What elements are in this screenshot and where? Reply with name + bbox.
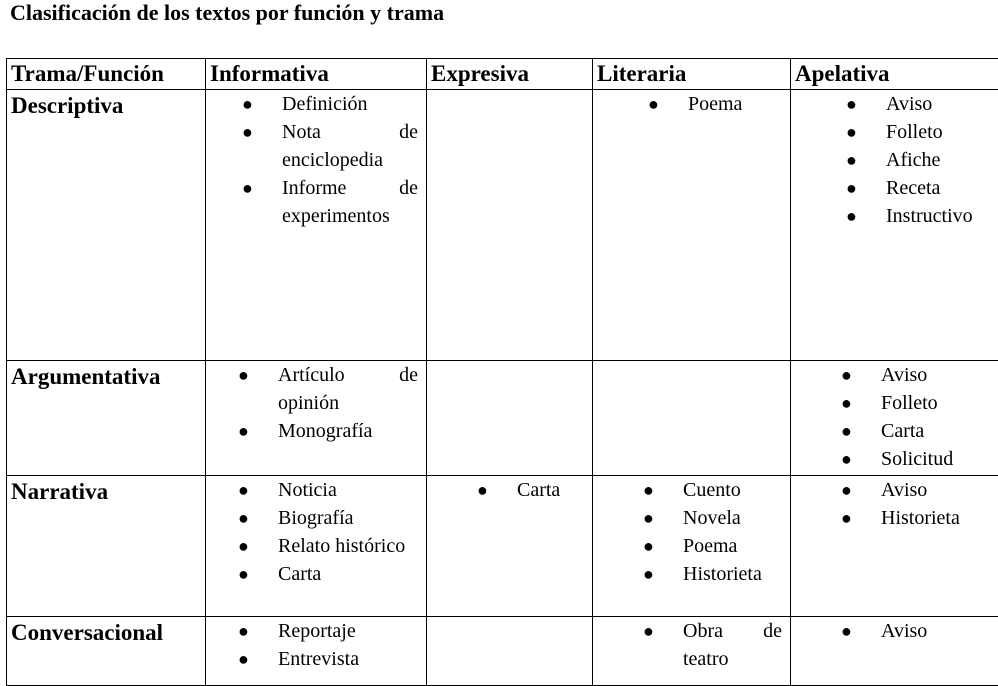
cell-narrativa-expresiva bbox=[427, 476, 593, 617]
text-type-list bbox=[791, 90, 998, 230]
list-item bbox=[206, 118, 426, 174]
list-item bbox=[206, 361, 426, 417]
list-item bbox=[427, 476, 592, 504]
bullet-icon: ● bbox=[238, 417, 249, 445]
bullet-icon: ● bbox=[841, 476, 852, 504]
list-item bbox=[593, 476, 790, 504]
list-item bbox=[206, 504, 426, 532]
list-item bbox=[791, 174, 998, 202]
cell-conversacional-apelativa bbox=[791, 617, 998, 686]
list-item bbox=[593, 504, 790, 532]
list-item bbox=[791, 389, 998, 417]
table-row bbox=[7, 476, 998, 617]
text-type-list bbox=[427, 476, 592, 504]
list-item bbox=[206, 417, 426, 445]
cell-descriptiva-expresiva bbox=[427, 90, 593, 361]
bullet-icon: ● bbox=[238, 645, 249, 673]
list-item-label: Receta bbox=[886, 177, 940, 199]
bullet-icon: ● bbox=[238, 476, 249, 504]
list-item bbox=[791, 617, 998, 645]
list-item bbox=[206, 532, 426, 560]
bullet-icon: ● bbox=[841, 417, 852, 445]
cell-conversacional-literaria bbox=[593, 617, 791, 686]
list-item-label: Poema bbox=[683, 535, 737, 557]
text-type-list bbox=[593, 90, 790, 118]
list-item-label: Aviso bbox=[881, 364, 927, 386]
list-item bbox=[593, 90, 790, 118]
header-trama-funcion: Trama/Función bbox=[7, 59, 206, 90]
list-item bbox=[791, 445, 998, 473]
list-item-label: Obra de teatro bbox=[683, 620, 782, 670]
header-expresiva: Expresiva bbox=[427, 59, 593, 90]
list-item-label: Folleto bbox=[881, 392, 938, 414]
list-item-label: Relato histórico bbox=[278, 535, 405, 557]
bullet-icon: ● bbox=[846, 146, 857, 174]
list-item bbox=[206, 645, 426, 673]
document-title: Clasificación de los textos por función y trama bbox=[10, 0, 444, 26]
text-type-list bbox=[791, 361, 998, 473]
list-item bbox=[206, 174, 426, 230]
bullet-icon: ● bbox=[841, 617, 852, 645]
cell-narrativa-apelativa bbox=[791, 476, 998, 617]
list-item-label: Artículo de opinión bbox=[278, 364, 418, 414]
bullet-icon: ● bbox=[841, 361, 852, 389]
bullet-icon: ● bbox=[846, 202, 857, 230]
list-item-label: Biografía bbox=[278, 507, 354, 529]
bullet-icon: ● bbox=[648, 90, 659, 118]
bullet-icon: ● bbox=[846, 118, 857, 146]
list-item-label: Aviso bbox=[881, 479, 927, 501]
list-item-label: Aviso bbox=[886, 93, 932, 115]
cell-narrativa-informativa bbox=[206, 476, 427, 617]
bullet-icon: ● bbox=[238, 617, 249, 645]
list-item bbox=[593, 617, 790, 673]
text-type-list bbox=[791, 476, 998, 532]
list-item bbox=[791, 118, 998, 146]
list-item bbox=[791, 476, 998, 504]
header-literaria: Literaria bbox=[593, 59, 791, 90]
bullet-icon: ● bbox=[238, 532, 249, 560]
list-item-label: Informe de experimentos bbox=[282, 177, 418, 227]
bullet-icon: ● bbox=[841, 504, 852, 532]
bullet-icon: ● bbox=[846, 90, 857, 118]
bullet-icon: ● bbox=[242, 90, 253, 118]
list-item-label: Carta bbox=[517, 479, 560, 501]
header-row bbox=[7, 59, 998, 90]
text-type-list bbox=[206, 476, 426, 588]
list-item bbox=[791, 361, 998, 389]
header-apelativa: Apelativa bbox=[791, 59, 998, 90]
list-item-label: Carta bbox=[278, 563, 321, 585]
list-item-label: Historieta bbox=[683, 563, 762, 585]
list-item bbox=[791, 202, 998, 230]
cell-narrativa-literaria bbox=[593, 476, 791, 617]
bullet-icon: ● bbox=[238, 504, 249, 532]
text-type-list bbox=[206, 90, 426, 230]
bullet-icon: ● bbox=[242, 174, 253, 202]
list-item-label: Definición bbox=[282, 93, 368, 115]
bullet-icon: ● bbox=[643, 560, 654, 588]
cell-argumentativa-apelativa bbox=[791, 361, 998, 476]
text-type-list bbox=[593, 476, 790, 588]
list-item bbox=[206, 476, 426, 504]
list-item-label: Aviso bbox=[881, 620, 927, 642]
list-item-label: Nota de enciclopedia bbox=[282, 121, 418, 171]
list-item-label: Solicitud bbox=[881, 448, 953, 470]
bullet-icon: ● bbox=[238, 560, 249, 588]
header-informativa: Informativa bbox=[206, 59, 427, 90]
list-item-label: Carta bbox=[881, 420, 924, 442]
list-item bbox=[206, 617, 426, 645]
list-item-label: Noticia bbox=[278, 479, 337, 501]
text-type-list bbox=[791, 617, 998, 645]
list-item-label: Entrevista bbox=[278, 648, 359, 670]
cell-descriptiva-apelativa bbox=[791, 90, 998, 361]
list-item-label: Cuento bbox=[683, 479, 741, 501]
table-row bbox=[7, 617, 998, 686]
list-item bbox=[593, 560, 790, 588]
list-item bbox=[206, 560, 426, 588]
text-type-list bbox=[206, 617, 426, 673]
cell-conversacional-expresiva bbox=[427, 617, 593, 686]
cell-argumentativa-expresiva bbox=[427, 361, 593, 476]
row-header-narrativa: Narrativa bbox=[7, 476, 206, 617]
list-item-label: Poema bbox=[688, 93, 742, 115]
list-item bbox=[206, 90, 426, 118]
list-item-label: Folleto bbox=[886, 121, 943, 143]
list-item bbox=[791, 90, 998, 118]
list-item bbox=[791, 504, 998, 532]
bullet-icon: ● bbox=[643, 617, 654, 645]
bullet-icon: ● bbox=[242, 118, 253, 146]
table-row bbox=[7, 90, 998, 361]
row-header-descriptiva: Descriptiva bbox=[7, 90, 206, 361]
cell-descriptiva-informativa bbox=[206, 90, 427, 361]
list-item-label: Afiche bbox=[886, 149, 940, 171]
table-row bbox=[7, 361, 998, 476]
bullet-icon: ● bbox=[643, 532, 654, 560]
bullet-icon: ● bbox=[643, 476, 654, 504]
list-item bbox=[593, 532, 790, 560]
bullet-icon: ● bbox=[643, 504, 654, 532]
text-type-list bbox=[593, 617, 790, 673]
list-item-label: Reportaje bbox=[278, 620, 356, 642]
bullet-icon: ● bbox=[841, 389, 852, 417]
bullet-icon: ● bbox=[238, 361, 249, 389]
bullet-icon: ● bbox=[846, 174, 857, 202]
text-type-list bbox=[206, 361, 426, 445]
list-item-label: Instructivo bbox=[886, 205, 973, 227]
bullet-icon: ● bbox=[841, 445, 852, 473]
cell-argumentativa-literaria bbox=[593, 361, 791, 476]
bullet-icon: ● bbox=[477, 476, 488, 504]
list-item-label: Novela bbox=[683, 507, 741, 529]
cell-argumentativa-informativa bbox=[206, 361, 427, 476]
cell-conversacional-informativa bbox=[206, 617, 427, 686]
list-item-label: Historieta bbox=[881, 507, 960, 529]
list-item bbox=[791, 417, 998, 445]
row-header-conversacional: Conversacional bbox=[7, 617, 206, 686]
row-header-argumentativa: Argumentativa bbox=[7, 361, 206, 476]
list-item-label: Monografía bbox=[278, 420, 372, 442]
cell-descriptiva-literaria bbox=[593, 90, 791, 361]
classification-table bbox=[6, 58, 998, 686]
list-item bbox=[791, 146, 998, 174]
